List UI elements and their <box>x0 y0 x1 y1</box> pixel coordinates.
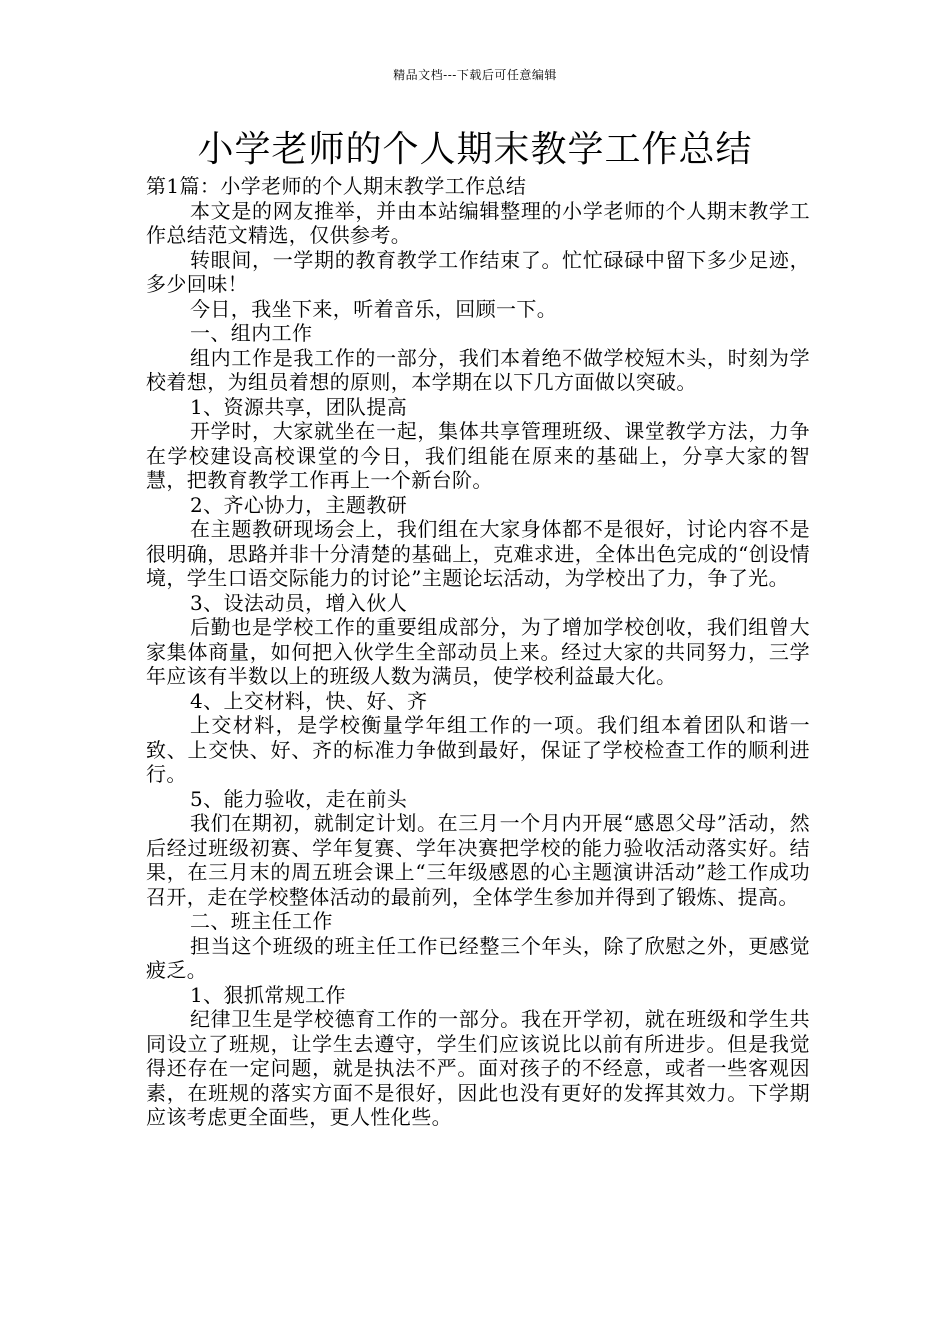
subsection-heading: 5、能力验收，走在前头 <box>190 786 408 811</box>
body-paragraph: 开学时，大家就坐在一起，集体共享管理班级、课堂教学方法，力争在学校建设高校课堂的今日，我们组能在原来的基础上，分享大家的智慧，把教育教学工作再上一个新台阶。 <box>146 419 810 492</box>
subsection-heading: 3、设法动员，增入伙人 <box>190 590 408 615</box>
document-body <box>146 174 810 1130</box>
intro-paragraph: 本文是的网友推举，并由本站编辑整理的小学老师的个人期末教学工作总结范文精选，仅供参考。 <box>146 198 810 247</box>
document-title: 小学老师的个人期末教学工作总结 <box>197 129 753 170</box>
body-paragraph: 纪律卫生是学校德育工作的一部分。我在开学初，就在班级和学生共同设立了班规，让学生去遵守，学生们应该说比以前有所进步。但是我觉得还存在一定问题，就是执法不严。面对孩子的不经意，或者一些客观因素，在班规的落实方面不是很好，因此也没有更好的发挥其效力。下学期应该考虑更全面些，更人性化些。 <box>146 1007 810 1129</box>
subsection-heading: 2、齐心协力，主题教研 <box>190 492 408 517</box>
article-heading: 第1篇：小学老师的个人期末教学工作总结 <box>146 174 527 198</box>
subsection-heading: 1、狠抓常规工作 <box>190 982 346 1007</box>
body-paragraph: 在主题教研现场会上，我们组在大家身体都不是很好，讨论内容不是很明确，思路并非十分清楚的基础上，克难求进，全体出色完成的“创设情境，学生口语交际能力的讨论”主题论坛活动，为学校出了力，争了光。 <box>146 517 810 590</box>
section-heading: 一、组内工作 <box>190 321 313 345</box>
body-paragraph: 今日，我坐下来，听着音乐，回顾一下。 <box>190 296 558 321</box>
page-header-note: 精品文档---下载后可任意编辑 <box>393 68 557 82</box>
subsection-heading: 4、上交材料，快、好、齐 <box>190 688 428 713</box>
body-paragraph: 组内工作是我工作的一部分，我们本着绝不做学校短木头，时刻为学校着想，为组员着想的原则，本学期在以下几方面做以突破。 <box>146 345 810 394</box>
body-paragraph: 转眼间，一学期的教育教学工作结束了。忙忙碌碌中留下多少足迹，多少回味！ <box>146 247 810 296</box>
body-paragraph: 后勤也是学校工作的重要组成部分，为了增加学校创收，我们组曾大家集体商量，如何把入伙学生全部动员上来。经过大家的共同努力，三学年应该有半数以上的班级人数为满员，使学校利益最大化。 <box>146 615 810 688</box>
body-paragraph: 我们在期初，就制定计划。在三月一个月内开展“感恩父母”活动，然后经过班级初赛、学年复赛、学年决赛把学校的能力验收活动落实好。结果，在三月末的周五班会课上“三年级感恩的心主题演讲活动”趁工作成功召开，走在学校整体活动的最前列，全体学生参加并得到了锻炼、提高。 <box>146 811 810 909</box>
subsection-heading: 1、资源共享，团队提高 <box>190 394 408 419</box>
section-heading: 二、班主任工作 <box>190 909 333 933</box>
body-paragraph: 上交材料，是学校衡量学年组工作的一项。我们组本着团队和谐一致、上交快、好、齐的标准力争做到最好，保证了学校检查工作的顺利进行。 <box>146 713 810 786</box>
body-paragraph: 担当这个班级的班主任工作已经整三个年头，除了欣慰之外，更感觉疲乏。 <box>146 933 810 982</box>
